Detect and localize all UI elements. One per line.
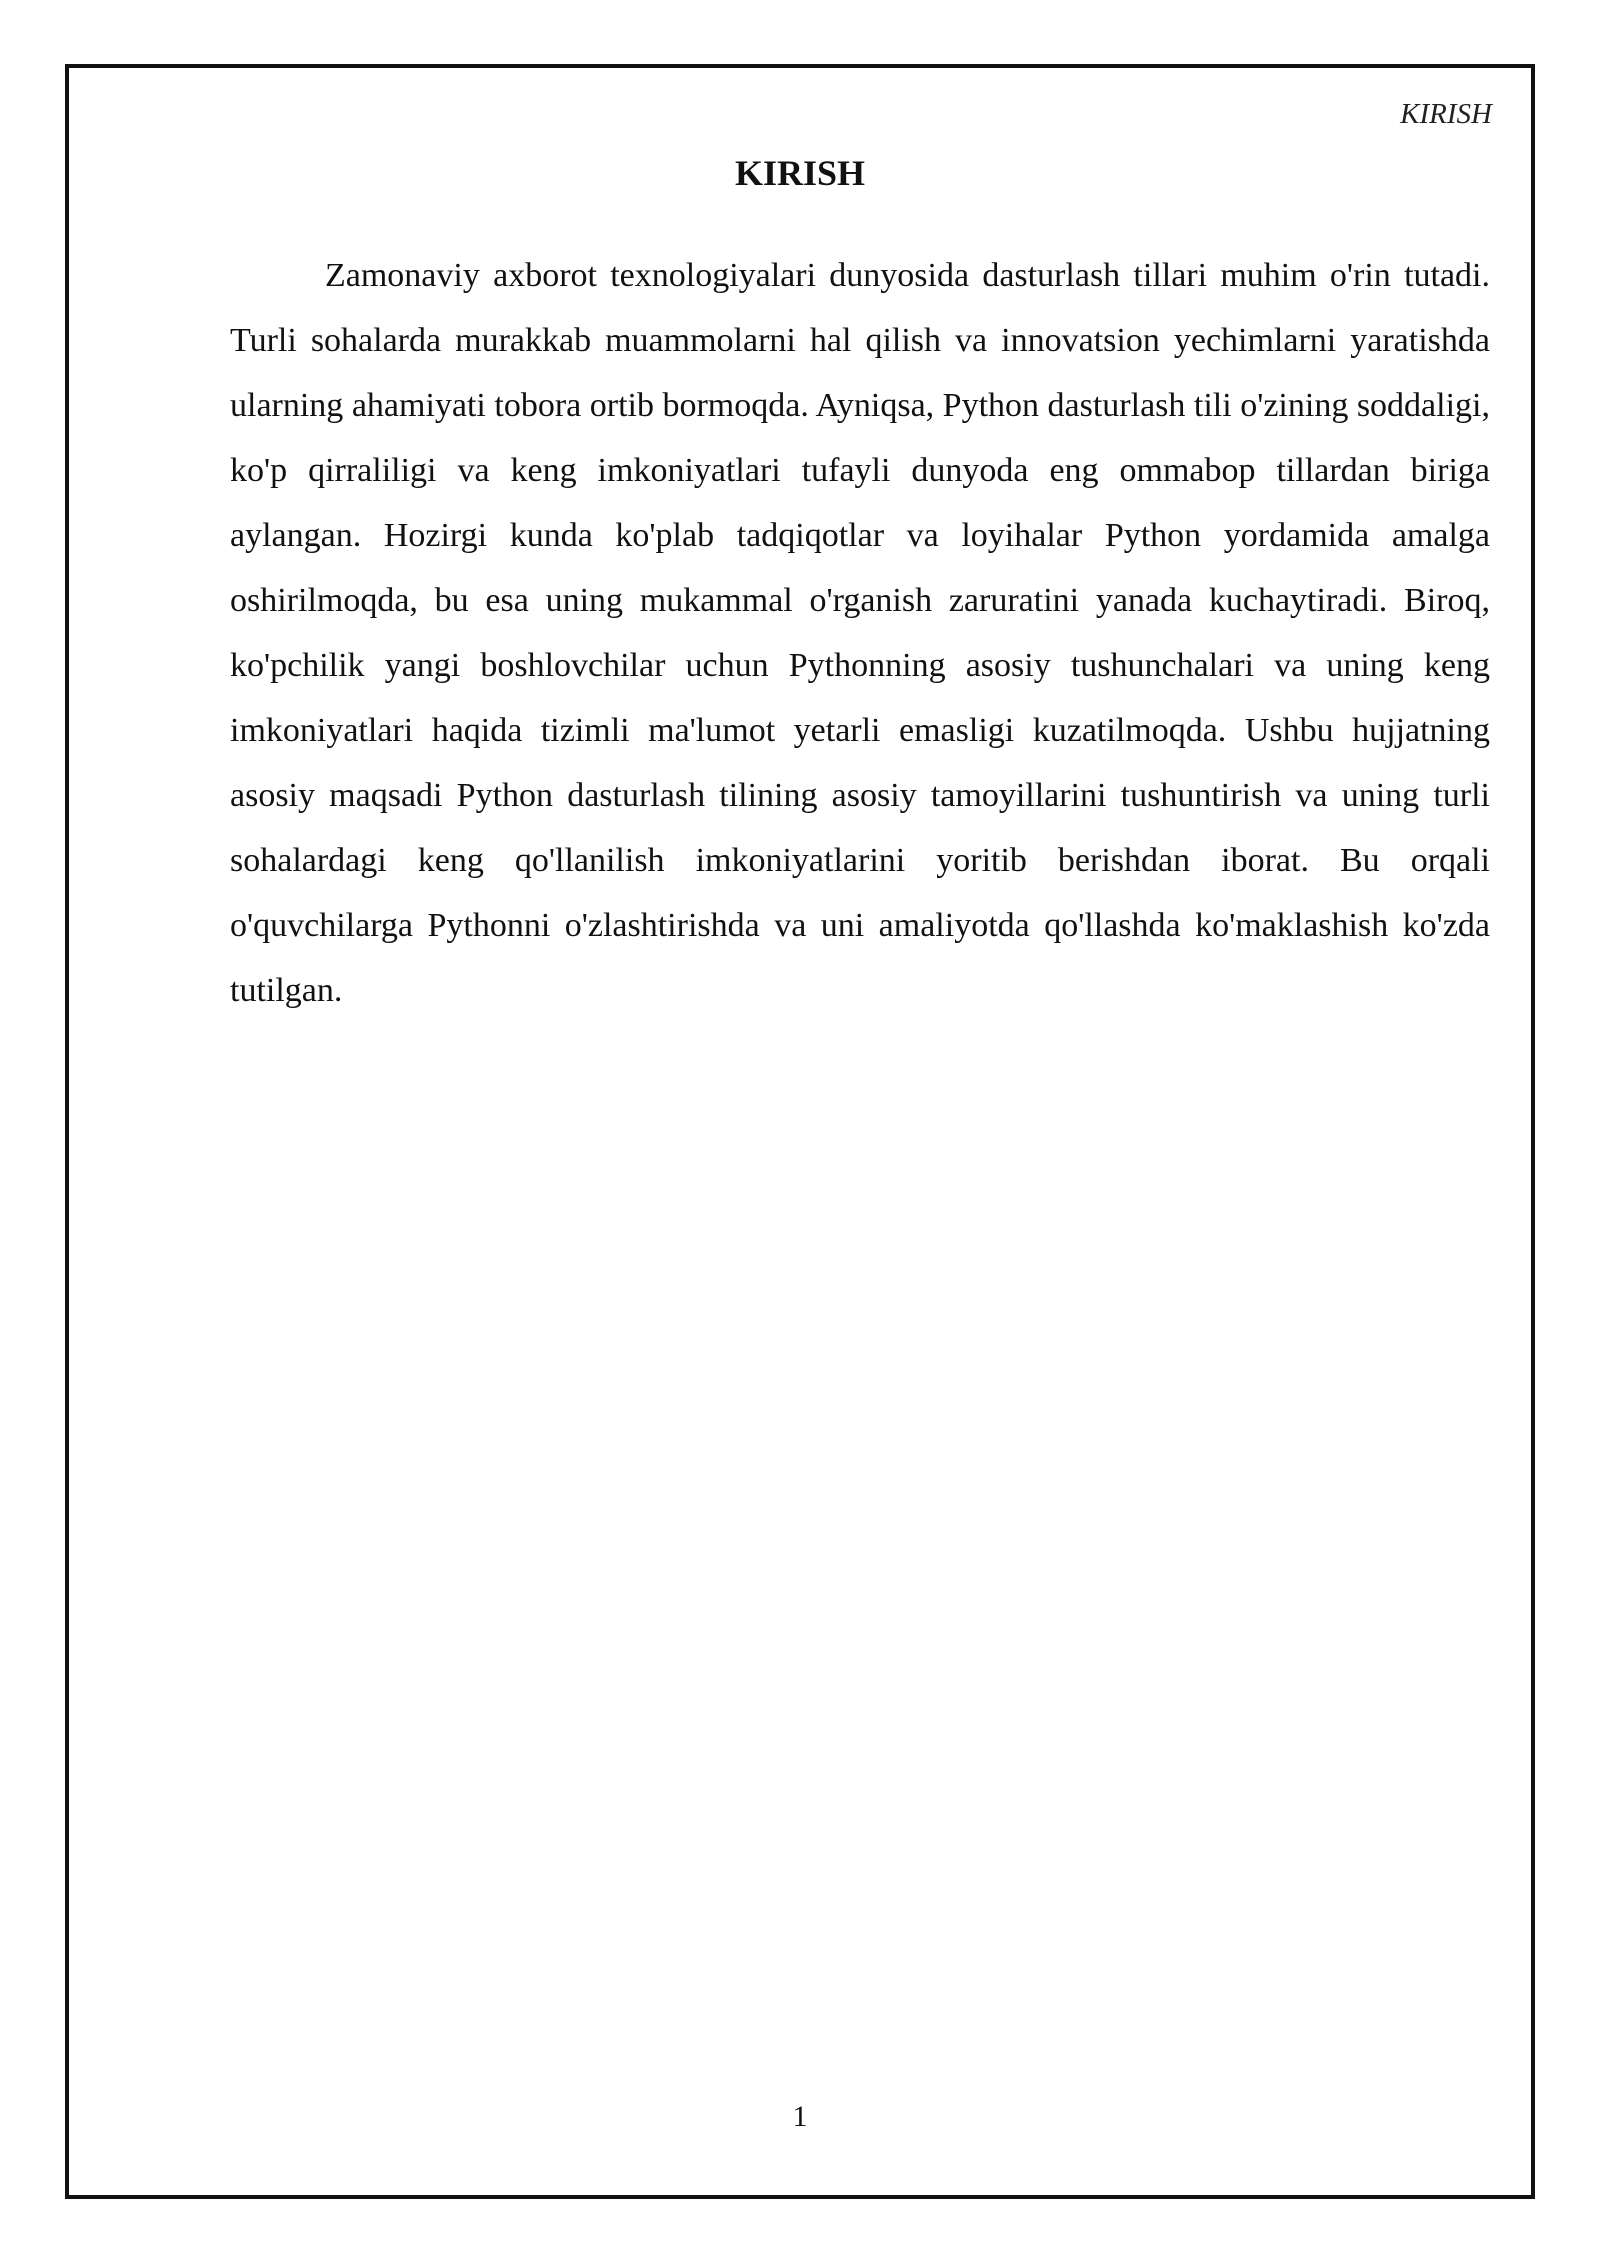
page-number: 1 bbox=[792, 2100, 808, 2133]
page-title: KIRISH bbox=[734, 153, 866, 193]
intro-paragraph: Zamonaviy axborot texnologiyalari dunyosida dasturlash tillari muhim o'rin tutadi. Turli sohalarda murakkab muammolarni hal qilish va innovatsion yechimlarni yaratishda ularning ahamiyati tobora ortib bormoqda. Ayniqsa, Python dasturlash tili o'zining soddaligi, ko'p qirraliligi va keng imkoniyatlari tufayli dunyoda eng ommabop tillardan biriga aylangan. Hozirgi kunda ko'plab tadqiqotlar va loyihalar Python yordamida amalga oshirilmoqda, bu esa uning mukammal o'rganish zaruratini yanada kuchaytiradi. Biroq, ko'pchilik yangi boshlovchilar uchun Pythonning asosiy tushunchalari va uning keng imkoniyatlari haqida tizimli ma'lumot yetarli emasligi kuzatilmoqda. Ushbu hujjatning asosiy maqsadi Python dasturlash tilining asosiy tamoyillarini tushuntirish va uning turli sohalardagi keng qo'llanilish imkoniyatlarini yoritib berishdan iborat. Bu orqali o'quvchilarga Pythonni o'zlashtirishda va uni amaliyotda qo'llashda ko'maklashish ko'zda tutilgan. bbox=[230, 257, 1490, 1009]
running-header: KIRISH bbox=[1400, 98, 1492, 130]
